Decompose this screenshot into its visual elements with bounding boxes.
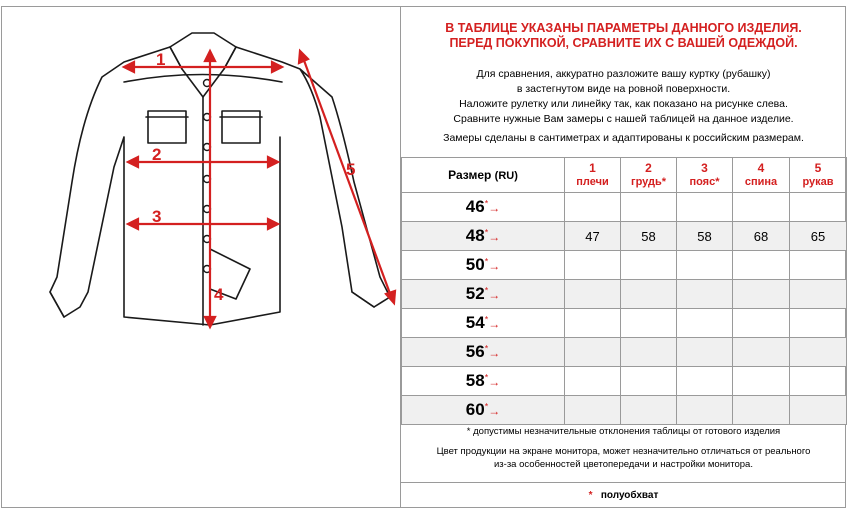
size-value: 48 bbox=[465, 226, 485, 245]
value-cell bbox=[790, 309, 847, 338]
size-star: * bbox=[484, 314, 489, 325]
size-cell bbox=[402, 193, 565, 222]
size-star: * bbox=[484, 227, 489, 238]
size-value: 50 bbox=[465, 255, 485, 274]
size-star: * bbox=[484, 343, 489, 354]
column-header-shoulders bbox=[565, 158, 621, 193]
value-cell bbox=[790, 280, 847, 309]
units-note: Замеры сделаны в сантиметрах и адаптированы к российским размерам. bbox=[443, 132, 804, 144]
column-label: спина bbox=[744, 176, 778, 188]
shirt-illustration bbox=[2, 7, 399, 507]
table-row bbox=[402, 396, 847, 425]
value-cell bbox=[565, 309, 621, 338]
size-star: * bbox=[484, 285, 489, 296]
column-num: 2 bbox=[645, 161, 652, 175]
table-row bbox=[402, 193, 847, 222]
column-num: 3 bbox=[701, 161, 708, 175]
value-cell bbox=[733, 280, 790, 309]
value-cell bbox=[790, 251, 847, 280]
size-value: 56 bbox=[465, 342, 485, 361]
legend-text: полуобхват bbox=[600, 490, 659, 501]
value-cell: 58 bbox=[677, 222, 733, 251]
value-cell bbox=[621, 338, 677, 367]
tolerance-note: * допустимы незначительные отклонения таблицы от готового изделия bbox=[466, 426, 781, 437]
arrow-icon: → bbox=[488, 230, 501, 244]
size-star: * bbox=[484, 198, 489, 209]
table-row bbox=[402, 338, 847, 367]
size-value: 52 bbox=[465, 284, 485, 303]
value-cell bbox=[565, 251, 621, 280]
table-header-row bbox=[402, 158, 847, 193]
legend-star: * bbox=[588, 490, 593, 501]
note-line-4: Сравните нужные Вам замеры с нашей таблицей на данное изделие. bbox=[453, 113, 794, 125]
size-cell bbox=[402, 251, 565, 280]
column-label: грудь* bbox=[630, 176, 667, 188]
value-cell: 58 bbox=[621, 222, 677, 251]
size-value: 54 bbox=[465, 313, 485, 332]
measure-lines bbox=[124, 51, 395, 327]
size-star: * bbox=[484, 372, 489, 383]
column-label: пояс* bbox=[689, 176, 720, 188]
size-cell bbox=[402, 309, 565, 338]
value-cell bbox=[621, 280, 677, 309]
color-note-line-2: из-за особенностей цветопередачи и настройки монитора. bbox=[494, 459, 753, 470]
value-cell bbox=[733, 193, 790, 222]
size-column-header bbox=[402, 158, 565, 193]
arrow-icon: → bbox=[488, 201, 501, 215]
marker-3: 3 bbox=[152, 207, 162, 226]
instructions bbox=[401, 67, 846, 127]
info-panel bbox=[400, 7, 845, 507]
marker-4: 4 bbox=[214, 285, 224, 304]
note-line-2: в застегнутом виде на ровной поверхности. bbox=[516, 83, 731, 95]
value-cell bbox=[733, 251, 790, 280]
value-cell bbox=[565, 280, 621, 309]
table-row bbox=[402, 251, 847, 280]
marker-5: 5 bbox=[346, 160, 356, 179]
value-cell bbox=[790, 338, 847, 367]
table-row bbox=[402, 309, 847, 338]
size-cell bbox=[402, 396, 565, 425]
size-cell bbox=[402, 280, 565, 309]
column-num: 1 bbox=[589, 161, 596, 175]
value-cell bbox=[677, 396, 733, 425]
table-row bbox=[402, 280, 847, 309]
column-label: плечи bbox=[576, 176, 609, 188]
size-value: 60 bbox=[465, 400, 485, 419]
value-cell bbox=[790, 367, 847, 396]
arrow-icon: → bbox=[488, 404, 501, 418]
value-cell bbox=[621, 251, 677, 280]
value-cell bbox=[565, 396, 621, 425]
column-label: рукав bbox=[802, 176, 834, 188]
value-cell bbox=[677, 338, 733, 367]
value-cell bbox=[677, 280, 733, 309]
value-cell bbox=[621, 309, 677, 338]
shirt-outline bbox=[50, 33, 390, 325]
size-table bbox=[401, 157, 847, 425]
size-header-label: Размер bbox=[448, 168, 492, 182]
table-row bbox=[402, 367, 847, 396]
column-header-back bbox=[733, 158, 790, 193]
table-row bbox=[402, 222, 847, 251]
note-line-1: Для сравнения, аккуратно разложите вашу куртку (рубашку) bbox=[476, 68, 771, 80]
value-cell bbox=[677, 367, 733, 396]
column-header-waist bbox=[677, 158, 733, 193]
arrow-icon: → bbox=[488, 375, 501, 389]
measure-markers bbox=[152, 50, 355, 304]
size-header-unit: (RU) bbox=[494, 170, 518, 182]
value-cell bbox=[790, 193, 847, 222]
column-header-sleeve bbox=[790, 158, 847, 193]
value-cell: 65 bbox=[790, 222, 847, 251]
value-cell bbox=[621, 367, 677, 396]
value-cell: 47 bbox=[565, 222, 621, 251]
color-note bbox=[401, 445, 846, 471]
value-cell bbox=[565, 338, 621, 367]
value-cell bbox=[733, 338, 790, 367]
value-cell bbox=[790, 396, 847, 425]
value-cell bbox=[621, 396, 677, 425]
marker-1: 1 bbox=[156, 50, 166, 69]
size-cell bbox=[402, 222, 565, 251]
value-cell bbox=[565, 367, 621, 396]
column-header-chest bbox=[621, 158, 677, 193]
arrow-icon: → bbox=[488, 317, 501, 331]
value-cell: 68 bbox=[733, 222, 790, 251]
value-cell bbox=[733, 309, 790, 338]
value-cell bbox=[677, 193, 733, 222]
title-line-2: ПЕРЕД ПОКУПКОЙ, СРАВНИТЕ ИХ С ВАШЕЙ ОДЕЖДОЙ. bbox=[449, 36, 798, 50]
note-line-3: Наложите рулетку или линейку так, как показано на рисунке слева. bbox=[459, 98, 788, 110]
size-chart-frame bbox=[1, 6, 846, 508]
value-cell bbox=[733, 396, 790, 425]
legend-footer bbox=[401, 482, 846, 507]
arrow-icon: → bbox=[488, 346, 501, 360]
value-cell bbox=[565, 193, 621, 222]
arrow-icon: → bbox=[488, 259, 501, 273]
size-value: 46 bbox=[465, 197, 485, 216]
header-title bbox=[401, 21, 846, 51]
title-line-1: В ТАБЛИЦЕ УКАЗАНЫ ПАРАМЕТРЫ ДАННОГО ИЗДЕЛИЯ. bbox=[445, 21, 802, 35]
value-cell bbox=[677, 309, 733, 338]
value-cell bbox=[733, 367, 790, 396]
marker-2: 2 bbox=[152, 145, 162, 164]
size-star: * bbox=[484, 401, 489, 412]
size-star: * bbox=[484, 256, 489, 267]
arrow-icon: → bbox=[488, 288, 501, 302]
column-num: 4 bbox=[757, 161, 765, 175]
value-cell bbox=[621, 193, 677, 222]
color-note-line-1: Цвет продукции на экране монитора, может незначительно отличаться от реального bbox=[436, 446, 811, 457]
column-num: 5 bbox=[814, 161, 822, 175]
size-value: 58 bbox=[465, 371, 485, 390]
size-cell bbox=[402, 367, 565, 396]
value-cell bbox=[677, 251, 733, 280]
size-cell bbox=[402, 338, 565, 367]
